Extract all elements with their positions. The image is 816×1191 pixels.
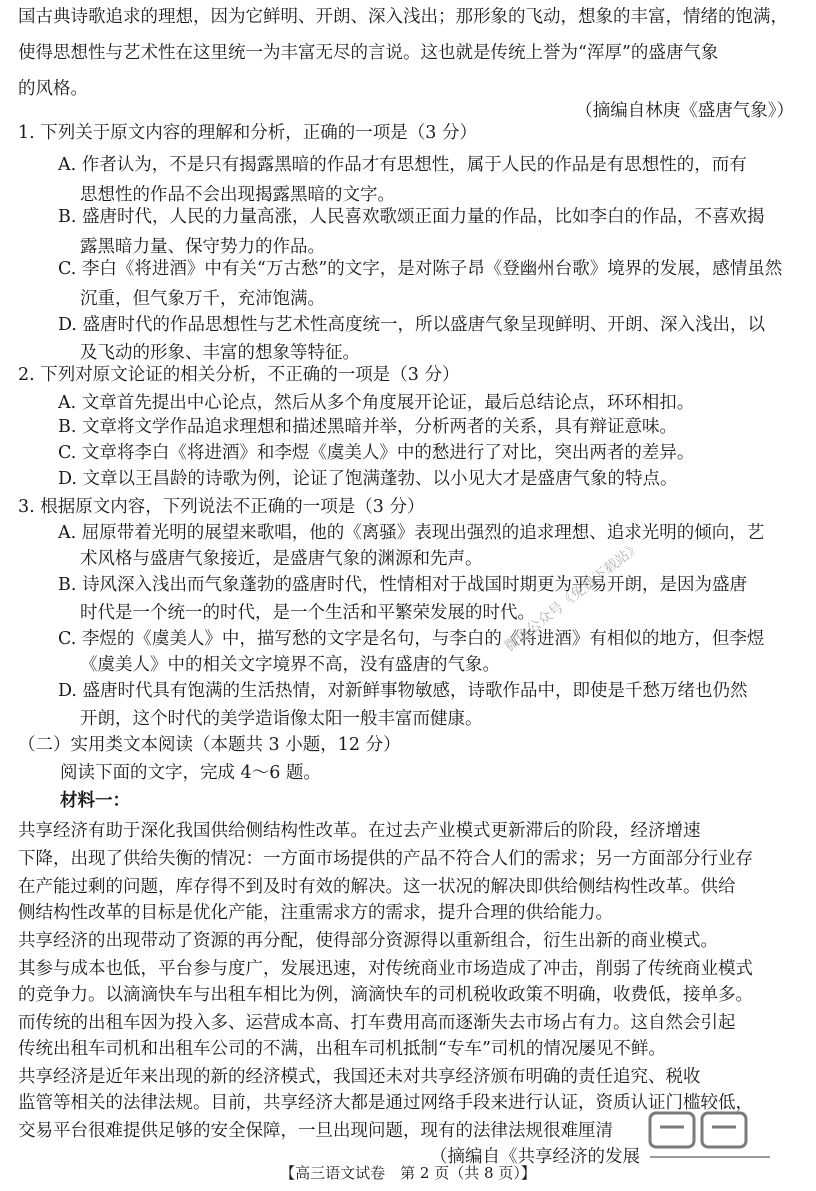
m1-p1-line-2: 下降，出现了供给失衡的情况：一方面市场提供的产品不符合人们的需求；另一方面部分行业存 [18,849,753,869]
reading-instruction: 阅读下面的文字，完成 4～6 题。 [60,763,321,783]
q1-option-b: B. 盛唐时代，人民的力量高涨，人民喜欢歌颂正面力量的作品，比如李白的作品，不喜欢揭 [58,207,765,227]
q3-option-b: B. 诗风深入浅出而气象蓬勃的盛唐时代，性情相对于战国时期更为平易开朗，是因为盛唐 [58,575,747,595]
m1-p2-line-2: 其参与成本也低，平台参与度广，发展迅速，对传统商业市场造成了冲击，削弱了传统商业模式 [18,959,753,979]
q3-option-a-cont: 术风格与盛唐气象接近，是盛唐气象的渊源和先声。 [80,549,483,569]
m1-p1-line-3: 在产能过剩的问题，库存得不到及时有效的解决。这一状况的解决即供给侧结构性改革。供给 [18,877,736,897]
m1-p2-line-1: 共享经济的出现带动了资源的再分配，使得部分资源得以重新组合，衍生出新的商业模式。 [18,931,718,951]
question-1-stem: 1. 下列关于原文内容的理解和分析，正确的一项是（3 分） [18,123,477,143]
q3-option-a: A. 屈原带着光明的展望来歌唱，他的《离骚》表现出强烈的追求理想、追求光明的倾向，艺 [58,523,765,543]
q1-option-c-cont: 沉重，但气象万千，充沛饱满。 [80,289,325,309]
q2-option-b: B. 文章将文学作品追求理想和描述黑暗并举，分析两者的关系，具有辩证意味。 [58,417,677,437]
m1-p2-line-4: 而传统的出租车因为投入多、运营成本高、打车费用高而逐渐失去市场占有力。这自然会引起 [18,1013,736,1033]
m1-p2-line-5: 传统出租车司机和出租车公司的不满，出租车司机抵制“专车”司机的情况屡见不鲜。 [18,1039,666,1059]
source-citation-1: （摘编自林庚《盛唐气象》） [575,101,794,121]
q1-option-c: C. 李白《将进酒》中有关“万古愁”的文字，是对陈子昂《登幽州台歌》境界的发展，感情虽然 [58,259,783,279]
intro-line-2: 使得思想性与艺术性在这里统一为丰富无尽的言说。这也就是传统上誉为“浑厚”的盛唐气象 [18,43,719,63]
q1-option-a-cont: 思想性的作品不会出现揭露黑暗的文字。 [80,185,395,205]
question-2-stem: 2. 下列对原文论证的相关分析，不正确的一项是（3 分） [18,365,460,385]
source-citation-2: （摘编自《共享经济的发展 [430,1147,640,1167]
watermark-text: 微信公众号《免费下载站》 [501,538,645,655]
intro-line-3: 的风格。 [18,79,88,99]
q1-option-d-cont: 及飞动的形象、丰富的想象等特征。 [80,343,360,363]
q2-option-d: D. 文章以王昌龄的诗歌为例，论证了饱满蓬勃、以小见大才是盛唐气象的特点。 [58,469,678,489]
q3-option-b-cont: 时代是一个统一的时代，是一个生活和平繁荣发展的时代。 [80,603,535,623]
section-heading: （二）实用类文本阅读（本题共 3 小题，12 分） [18,735,401,755]
site-logo-icon [640,1105,790,1165]
q1-option-d: D. 盛唐时代的作品思想性与艺术性高度统一，所以盛唐气象呈现鲜明、开朗、深入浅出，以 [58,315,766,335]
question-3-stem: 3. 根据原文内容，下列说法不正确的一项是（3 分） [18,497,425,517]
q2-option-c: C. 文章将李白《将进酒》和李煜《虞美人》中的愁进行了对比，突出两者的差异。 [58,443,695,463]
material-label: 材料一： [60,791,130,811]
m1-p2-line-3: 的竞争力。以滴滴快车与出租车相比为例，滴滴快车的司机税收政策不明确，收费低，接单多。 [18,985,753,1005]
q3-option-d: D. 盛唐时代具有饱满的生活热情，对新鲜事物敏感，诗歌作品中，即使是千愁万绪也仍然 [58,681,748,701]
q3-option-d-cont: 开朗，这个时代的美学造诣像太阳一般丰富而健康。 [80,709,483,729]
q2-option-a: A. 文章首先提出中心论点，然后从多个角度展开论证，最后总结论点，环环相扣。 [58,393,695,413]
page-footer: 【高三语文试卷 第 2 页（共 8 页）】 [280,1164,536,1182]
m1-p3-line-1: 共享经济是近年来出现的新的经济模式，我国还未对共享经济颁布明确的责任追究、税收 [18,1067,701,1087]
intro-line-1: 国古典诗歌追求的理想，因为它鲜明、开朗、深入浅出；那形象的飞动，想象的丰富，情绪的饱满， [18,7,788,27]
q3-option-c-cont: 《虞美人》中的相关文字境界不高，没有盛唐的气象。 [80,655,500,675]
m1-p1-line-1: 共享经济有助于深化我国供给侧结构性改革。在过去产业模式更新滞后的阶段，经济增速 [18,821,701,841]
m1-p3-line-2: 监管等相关的法律法规。目前，共享经济大都是通过网络手段来进行认证，资质认证门槛较低， [18,1093,753,1113]
m1-p1-line-4: 侧结构性改革的目标是优化产能，注重需求方的需求，提升合理的供给能力。 [18,903,613,923]
q3-option-c: C. 李煜的《虞美人》中，描写愁的文字是名句，与李白的《将进酒》有相似的地方，但李煜 [58,629,765,649]
q1-option-b-cont: 露黑暗力量、保守势力的作品。 [80,237,325,257]
m1-p3-line-3: 交易平台很难提供足够的安全保障，一旦出现问题，现有的法律法规很难厘清 [18,1121,613,1141]
q1-option-a: A. 作者认为，不是只有揭露黑暗的作品才有思想性，属于人民的作品是有思想性的，而有 [58,155,747,175]
